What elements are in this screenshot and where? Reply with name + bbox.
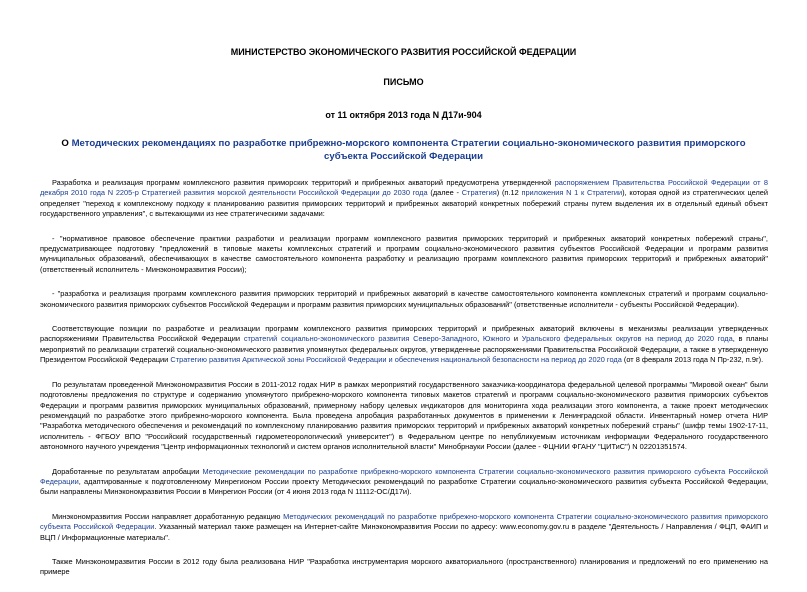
text: (далее - (427, 188, 462, 198)
link-arctic-strategy[interactable]: Стратегию развития Арктической зоны Российской Федерации и обеспечения национальной безопасности на период до 2020 года (170, 355, 622, 365)
text: , (477, 334, 483, 344)
subject-prefix: О (61, 138, 72, 149)
text: Доработанные по результатам апробации (52, 466, 203, 476)
link-strategy[interactable]: Стратегия (461, 188, 497, 198)
text: Минэкономразвития России направляет доработанную редакцию (52, 511, 284, 521)
link-method-recs[interactable]: Методические рекомендации по разработке прибрежно-морского компонента Стратегии социально-экономического развития приморского субъекта Российской Федерации (40, 466, 768, 486)
paragraph-2: - "нормативное правовое обеспечение практики разработки и реализации программ комплексного развития приморских территорий и прибрежных акваторий конкретных побережий страны", предусматривающее подготовку "предложений в типовые макеты комплексных стратегий и программ социально-экономического развития субъектов Российской Федерации и программ развития муниципальных образований, обеспечивающих в качестве самостоятельного компонента разработку и реализацию программ комплексного развития приморских территорий и прибрежных акваторий" (ответственный исполнитель - Минэкономразвития России); (40, 233, 768, 274)
link-south[interactable]: Южного (482, 334, 511, 344)
link-nw-strategy[interactable]: стратегий социально-экономического развития Северо-Западного (243, 334, 478, 344)
link-order-2205r[interactable]: распоряжением Правительства Российской Федерации от 8 декабря 2010 года N 2205-р Стратегией развития морской деятельности Российской Федерации до 2030 года (40, 178, 768, 198)
link-ural[interactable]: Уральского федеральных округов на период до 2020 года (521, 334, 733, 344)
subject-heading (60, 137, 747, 163)
text: (от 8 февраля 2013 года N Пр-232, п.9г). (621, 355, 764, 365)
subject-link[interactable]: Методических рекомендациях по разработке прибрежно-морского компонента Стратегии социально-экономического развития приморского субъекта Российской Федерации (71, 138, 746, 162)
ministry-title: МИНИСТЕРСТВО ЭКОНОМИЧЕСКОГО РАЗВИТИЯ РОССИЙСКОЙ ФЕДЕРАЦИИ (230, 47, 577, 57)
text: и (510, 334, 522, 344)
paragraph-5: По результатам проведенной Минэкономразвития России в 2011-2012 годах НИР в рамках мероприятий государственного заказчика-координатора федеральной целевой программы "Мировой океан" были подготовлены предложения по структуре и содержанию упомянутого прибрежно-морского компонента типовых макетов стратегий и программ социально-экономического развития приморских субъектов Федерации и программ развития приморских муниципальных образований, примерному набору целевых индикаторов для мониторинга хода реализации этого компонента, а также проект методических рекомендаций по разработке этого прибрежно-морского компонента. Была проведена апробация разработанных документов в применении к Ленинградской области. Инвентарный номер отчета НИР "Разработка методического обеспечения и рекомендаций по комплексному планированию развития приморских территорий и прибрежных акваторий конкретных побережий страны" (шифр темы 1902-17-11, исполнитель - ФГБОУ ВПО "Российский государственный гидрометеорологический университет") в Федеральном центре по непубликуемым источникам информации Федерального государственного автономного научного учреждения "Центр информационных технологий и систем органов исполнительной власти" Минобрнауки России (далее - ФЦНИИ ФГАНУ "ЦИТиС") N 02201351574. (40, 379, 768, 452)
text: , в планы мероприятий по реализации стратегий социально-экономического развития упомянутых федеральных округов, утвержденные распоряжениями Правительства Российской Федерации, а также в утвержденную Президентом Российской Федерации (40, 334, 769, 365)
letter-body (40, 178, 768, 592)
text: , адаптированные к подготовленному Минрегионом России проекту Методических рекомендаций по разработке Стратегии социально-экономического развития субъекта Российской Федерации, были направлены Минэкономразвития России в Минрегион России (от 4 июня 2013 года N 11112-ОС/Д17и). (40, 476, 768, 497)
text: Соответствующие позиции по разработке и реализации программ комплексного развития приморских территорий и прибрежных акваторий включены в механизмы реализации утвержденных распоряжениями Правительства Российской Федерации (40, 324, 768, 344)
paragraph-4 (40, 324, 768, 366)
text: ) (п.12 (496, 188, 522, 198)
text: ), которая одной из стратегических целей определяет "переход к комплексному подходу к планированию развития приморских территорий и прибрежных акваторий конкретных побережий страны путем выделения их в отдельный единый объект государственного управления", с вытекающими из нее стратегическими задачами: (40, 188, 769, 219)
text: . Указанный материал также размещен на Интернет-сайте Минэкономразвития России по адресу: www.economy.gov.ru в разделе "Деятельность / Направления / ФЦП, ФАИП и ВЦП / Информационные материалы". (40, 522, 768, 542)
paragraph-6 (40, 467, 768, 498)
link-appendix[interactable]: приложения N 1 к Стратегии (521, 188, 623, 198)
paragraph-8: Также Минэкономразвития России в 2012 году была реализована НИР "Разработка инструментария морского акваториального (пространственного) планирования и предложений по его применению на примере (40, 556, 768, 577)
doc-type: ПИСЬМО (383, 77, 424, 87)
paragraph-3: - "разработка и реализация программ комплексного развития приморских территорий и прибрежных акваторий в качестве самостоятельного компонента комплексных стратегий и программ социально-экономического развития приморских субъектов Российской Федерации и программ развития приморских муниципальных образований" (ответственные исполнители - субъекты Российской Федерации). (40, 289, 768, 309)
link-method-recs-2[interactable]: Методических рекомендаций по разработке прибрежно-морского компонента Стратегии социально-экономического развития приморского субъекта Российской Федерации (40, 511, 768, 532)
date-line: от 11 октября 2013 года N Д17и-904 (325, 110, 482, 120)
paragraph-1 (40, 178, 768, 220)
text: Разработка и реализация программ комплексного развития приморских территорий и прибрежных акваторий предусмотрена утвержденной (52, 178, 555, 187)
paragraph-7 (40, 512, 768, 543)
